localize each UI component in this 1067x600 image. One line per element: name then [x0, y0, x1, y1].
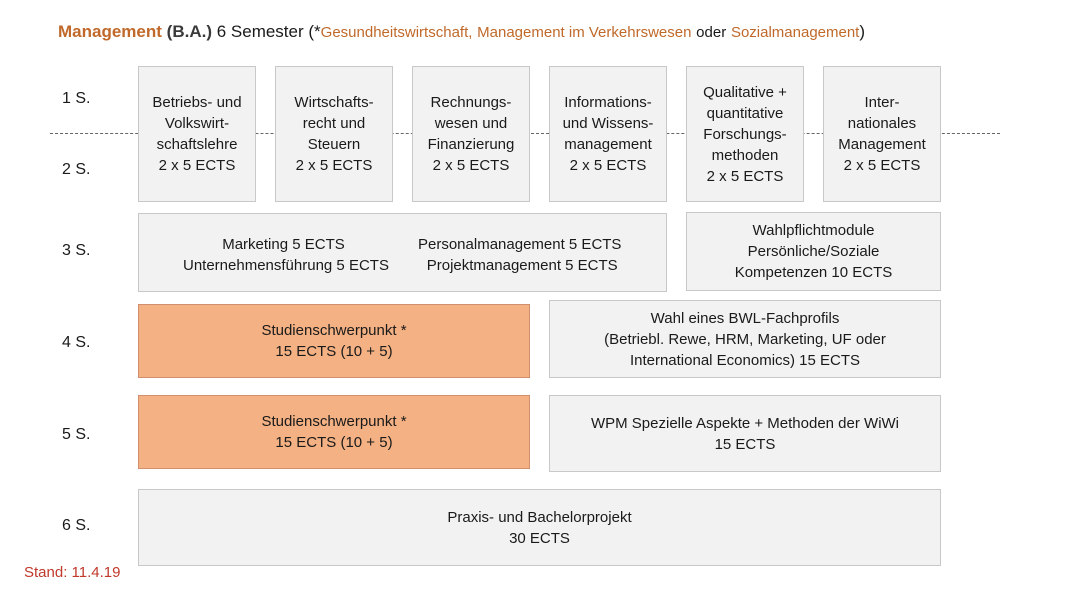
s3-left-column — [178, 234, 389, 276]
module-internationales-management: Inter- nationales Management 2 x 5 ECTS — [823, 66, 941, 202]
row-label-s2: 2 S. — [62, 161, 91, 178]
module-bwl-fachprofil: Wahl eines BWL-Fachprofils (Betriebl. Rewe, HRM, Marketing, UF oder International Economics) 15 ECTS — [549, 300, 941, 378]
row-label-s4: 4 S. — [62, 334, 91, 351]
module-studienschwerpunkt-s4: Studienschwerpunkt * 15 ECTS (10 + 5) — [138, 304, 530, 378]
title-program-2: Management im Verkehrswesen — [477, 24, 692, 41]
row-label-s6: 6 S. — [62, 517, 91, 534]
title-degree: (B.A.) — [166, 22, 212, 41]
title-program-3: Sozialmanagement — [730, 24, 860, 41]
module-unternehmensfuehrung: Unternehmensführung 5 ECTS — [183, 257, 389, 274]
title-semesters: 6 Semester — [216, 22, 304, 41]
module-informationsmanagement: Informations- und Wissens- management 2 x 5 ECTS — [549, 66, 667, 202]
module-wirtschaftsrecht: Wirtschafts- recht und Steuern 2 x 5 ECTS — [275, 66, 393, 202]
row-label-s5: 5 S. — [62, 426, 91, 443]
stand-date: Stand: 11.4.19 — [24, 564, 121, 581]
module-wahlpflicht: Wahlpflichtmodule Persönliche/Soziale Kompetenzen 10 ECTS — [686, 212, 941, 291]
title-conj: oder — [696, 24, 727, 41]
module-bwl-vwl: Betriebs- und Volkswirt- schaftslehre 2 x 5 ECTS — [138, 66, 256, 202]
title-paren-open: (* — [308, 22, 321, 41]
module-projektmanagement: Projektmanagement 5 ECTS — [426, 257, 618, 274]
row-label-s3: 3 S. — [62, 242, 91, 259]
module-rechnungswesen: Rechnungs- wesen und Finanzierung 2 x 5 ECTS — [412, 66, 530, 202]
module-personalmanagement: Personalmanagement 5 ECTS — [418, 236, 622, 253]
page-title — [58, 22, 865, 42]
module-praxis-bachelorprojekt: Praxis- und Bachelorprojekt 30 ECTS — [138, 489, 941, 566]
row-label-s1: 1 S. — [62, 90, 91, 107]
module-group-s3 — [138, 213, 667, 292]
s3-right-column — [418, 234, 621, 276]
module-studienschwerpunkt-s5: Studienschwerpunkt * 15 ECTS (10 + 5) — [138, 395, 530, 469]
module-marketing: Marketing 5 ECTS — [222, 236, 345, 253]
title-brand: Management — [58, 22, 162, 41]
title-program-1: Gesundheitswirtschaft, — [320, 24, 473, 41]
title-paren-close: ) — [859, 22, 866, 41]
module-wpm-wiwi: WPM Spezielle Aspekte + Methoden der WiWi 15 ECTS — [549, 395, 941, 472]
module-forschungsmethoden: Qualitative + quantitative Forschungs- methoden 2 x 5 ECTS — [686, 66, 804, 202]
